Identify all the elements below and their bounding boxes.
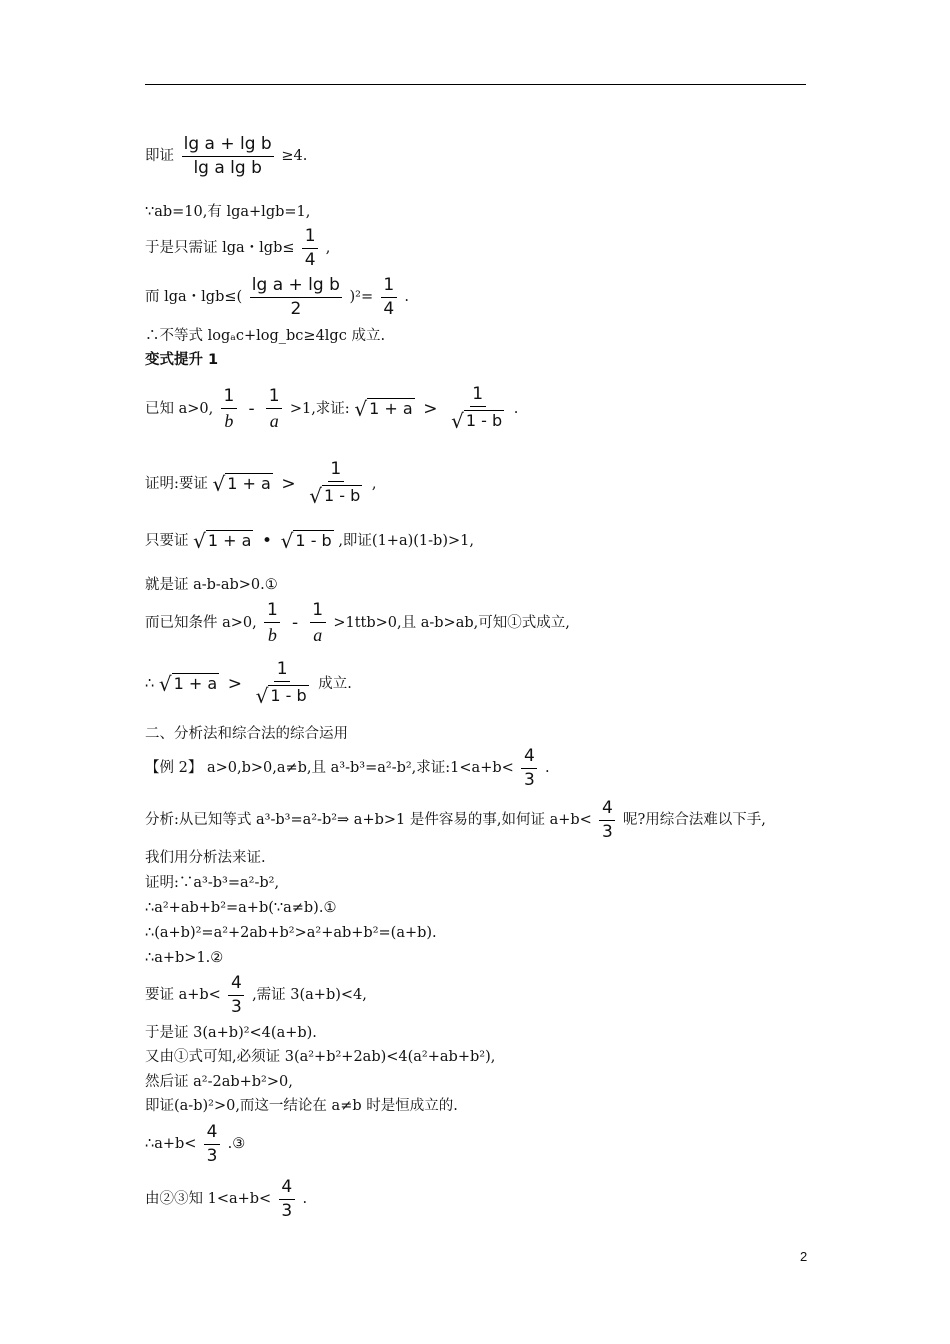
- text: 成立.: [318, 675, 352, 692]
- radical-sign: √: [255, 684, 269, 708]
- line-16: ∴a²+ab+b²=a+b(∵a≠b).①: [145, 900, 337, 916]
- fraction-4-3: [204, 1124, 220, 1165]
- radical-sign: √: [280, 529, 294, 553]
- fraction-quarter: [302, 228, 318, 269]
- denominator: a: [313, 625, 323, 645]
- text: ,即证(1+a)(1-b)>1,: [338, 532, 474, 549]
- line-2: ∵ab=10,有 lga+lgb=1,: [145, 204, 311, 220]
- radical-sign: √: [158, 672, 172, 696]
- numerator: 1: [328, 461, 344, 482]
- text: .: [545, 760, 550, 777]
- text: 【例 2】 a>0,b>0,a≠b,且 a³-b³=a²-b²,求证:1<a+b<: [145, 760, 514, 777]
- text: 于是只需证 lga・lgb≤: [145, 240, 295, 257]
- text: 而 lga・lgb≤(: [145, 289, 243, 306]
- numerator: 1: [266, 388, 282, 409]
- dot-operator: •: [262, 530, 273, 551]
- text: 分析:从已知等式 a³-b³=a²-b²⇒ a+b>1 是件容易的事,如何证 a+b<: [145, 812, 592, 829]
- numerator: 1: [274, 661, 290, 682]
- denominator: [449, 407, 506, 432]
- line-24: [145, 1124, 245, 1165]
- text: 要证 a+b<: [145, 987, 221, 1004]
- minus-sign: -: [248, 398, 255, 419]
- line-1: [145, 136, 307, 177]
- denominator: [254, 682, 311, 707]
- line-3: [145, 228, 330, 269]
- numerator: 1: [302, 228, 318, 249]
- sqrt-1-minus-b: [256, 685, 309, 707]
- denominator: b: [267, 625, 277, 645]
- text: 即证: [145, 148, 174, 165]
- line-12: [145, 748, 550, 789]
- fraction-quarter: [381, 277, 397, 318]
- text: .③: [227, 1136, 246, 1153]
- radicand: 1 - b: [465, 411, 503, 430]
- radical-sign: √: [309, 484, 323, 508]
- section-title-1: 变式提升 1: [145, 352, 219, 368]
- fraction-4-3: [279, 1179, 295, 1220]
- fraction-1-over-b: [264, 602, 280, 644]
- line-10: [145, 602, 570, 644]
- denominator: a: [269, 411, 279, 431]
- line-25: [145, 1179, 307, 1220]
- radicand: 1 - b: [270, 686, 307, 705]
- denominator: 4: [383, 299, 395, 319]
- greater-than: >: [227, 673, 243, 694]
- header-rule: [145, 84, 806, 85]
- text: 呢?用综合法难以下手,: [623, 812, 766, 829]
- radicand: 1 + a: [369, 399, 413, 418]
- text: .: [404, 289, 409, 306]
- minus-sign: -: [291, 612, 299, 633]
- sqrt-1-minus-b: [451, 410, 504, 432]
- denominator: 2: [290, 299, 302, 319]
- text: 证明:要证: [145, 475, 208, 492]
- text: >1ttb>0,且 a-b>ab,可知①式成立,: [333, 614, 570, 631]
- numerator: lg a + lg b: [250, 277, 342, 298]
- fraction-1-over-sqrt: [307, 461, 364, 507]
- denominator: 4: [304, 250, 316, 270]
- fraction-lg-half: [250, 277, 342, 318]
- text: )²=: [349, 289, 374, 306]
- line-22: 然后证 a²-2ab+b²>0,: [145, 1074, 293, 1090]
- radical-sign: √: [354, 397, 368, 421]
- text: ∴: [145, 675, 155, 692]
- denominator: 3: [231, 997, 242, 1017]
- fraction-4-3: [228, 975, 244, 1016]
- text: 只要证: [145, 532, 189, 549]
- line-18: ∴a+b>1.②: [145, 950, 224, 966]
- sqrt-1-minus-b: [309, 485, 362, 507]
- text: 而已知条件 a>0,: [145, 614, 257, 631]
- numerator: 1: [381, 277, 397, 298]
- denominator: [307, 482, 364, 507]
- fraction-1-over-sqrt: [254, 661, 311, 707]
- line-5: ∴不等式 logₐc+log_bc≥4lgc 成立.: [145, 328, 386, 344]
- text: .: [302, 1191, 308, 1208]
- numerator: 1: [264, 602, 280, 623]
- text: ,: [325, 240, 331, 257]
- line-8: [145, 530, 474, 552]
- fraction-4-3: [599, 800, 615, 841]
- radicand: 1 + a: [227, 474, 271, 493]
- denominator: b: [224, 411, 234, 431]
- numerator: lg a + lg b: [182, 136, 274, 157]
- line-6: [145, 386, 518, 432]
- denominator: 3: [602, 822, 613, 842]
- numerator: 4: [279, 1179, 295, 1200]
- line-11: [145, 661, 352, 707]
- radical-sign: √: [451, 409, 464, 433]
- greater-than: >: [423, 398, 438, 419]
- numerator: 1: [470, 386, 486, 407]
- text: ,: [371, 475, 377, 492]
- denominator: 3: [206, 1146, 218, 1166]
- line-14: 我们用分析法来证.: [145, 850, 266, 866]
- numerator: 1: [221, 388, 237, 409]
- numerator: 4: [599, 800, 615, 821]
- line-20: 于是证 3(a+b)²<4(a+b).: [145, 1025, 317, 1041]
- sqrt-1-plus-a: [213, 473, 273, 495]
- line-17: ∴(a+b)²=a²+2ab+b²>a²+ab+b²=(a+b).: [145, 925, 437, 941]
- sqrt-1-plus-a: [159, 673, 219, 695]
- page-number: 2: [800, 1249, 808, 1264]
- line-19: [145, 975, 367, 1016]
- numerator: 1: [310, 602, 326, 623]
- fraction-4-3: [521, 748, 537, 789]
- text: >1,求证:: [289, 400, 350, 417]
- line-15: 证明:∵a³-b³=a²-b²,: [145, 875, 280, 891]
- fraction-lg: [182, 136, 274, 177]
- text: 由②③知 1<a+b<: [145, 1191, 272, 1208]
- fraction-1-over-sqrt: [449, 386, 506, 432]
- text: ,需证 3(a+b)<4,: [252, 987, 367, 1004]
- line-7: [145, 461, 377, 507]
- radicand: 1 - b: [324, 486, 361, 505]
- sqrt-1-plus-a: [193, 530, 253, 552]
- fraction-1-over-b: [221, 388, 237, 430]
- radical-sign: √: [193, 529, 206, 553]
- line-4: [145, 277, 409, 318]
- fraction-1-over-a: [266, 388, 282, 430]
- numerator: 4: [228, 975, 244, 996]
- radicand: 1 - b: [295, 531, 332, 550]
- text: ≥4.: [281, 148, 308, 165]
- sqrt-1-plus-a: [354, 398, 414, 420]
- text: 已知 a>0,: [145, 400, 214, 417]
- section-title-2: 二、分析法和综合法的综合运用: [145, 726, 348, 742]
- radicand: 1 + a: [173, 674, 218, 693]
- fraction-1-over-a: [310, 602, 326, 644]
- numerator: 4: [204, 1124, 220, 1145]
- line-21: 又由①式可知,必须证 3(a²+b²+2ab)<4(a²+ab+b²),: [145, 1049, 496, 1065]
- radicand: 1 + a: [207, 531, 252, 550]
- radical-sign: √: [212, 472, 226, 496]
- sqrt-1-minus-b: [281, 530, 334, 552]
- denominator: 3: [523, 770, 535, 790]
- greater-than: >: [281, 473, 296, 494]
- line-13: [145, 800, 766, 841]
- denominator: lg a lg b: [193, 158, 262, 178]
- text: ∴a+b<: [145, 1136, 197, 1153]
- line-9: 就是证 a-b-ab>0.①: [145, 577, 278, 593]
- numerator: 4: [521, 748, 537, 769]
- denominator: 3: [281, 1201, 293, 1221]
- line-23: 即证(a-b)²>0,而这一结论在 a≠b 时是恒成立的.: [145, 1098, 458, 1114]
- text: .: [513, 400, 519, 417]
